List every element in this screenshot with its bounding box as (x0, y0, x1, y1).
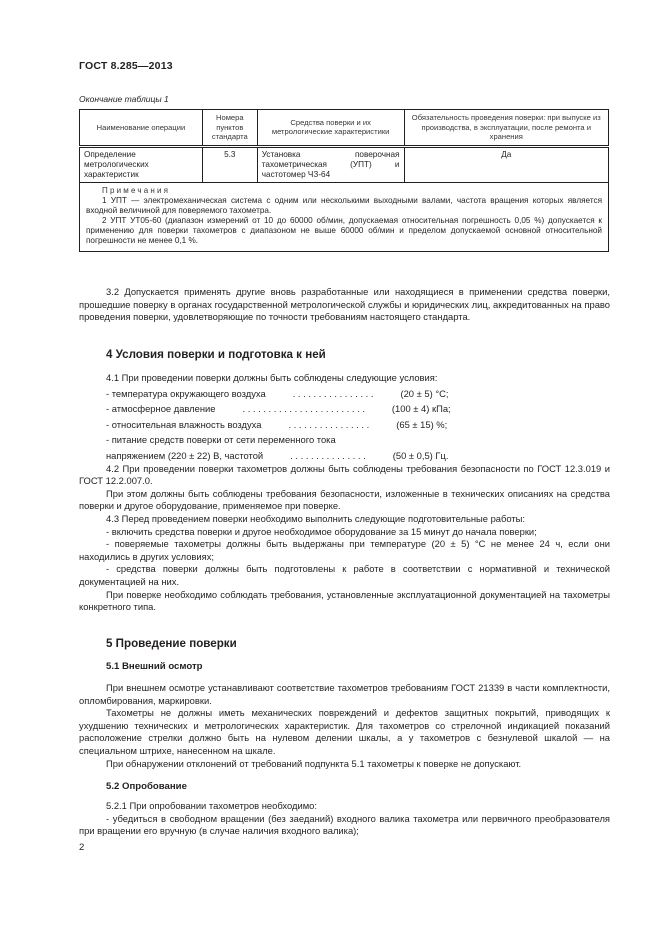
section-4-title: 4 Условия поверки и подготовка к ней (106, 348, 326, 361)
condition-value: (100 ± 4) кПа; (391, 403, 451, 415)
prep-item-3: - средства поверки должны быть подготовлены к работе в соответствии с нормативной и технической документацией на них. (79, 563, 610, 587)
condition-power-label: - питание средств поверки от сети переменного тока (106, 434, 336, 446)
verification-operations-table (79, 109, 609, 252)
table-caption: Окончание таблицы 1 (79, 94, 169, 104)
condition-temperature (79, 388, 610, 401)
section-5-2-body (79, 800, 610, 838)
section-5-title: 5 Проведение поверки (106, 637, 237, 650)
cell-clause: 5.3 (202, 146, 257, 182)
page-number: 2 (79, 842, 85, 853)
column-header-operation: Наименование операции (80, 110, 203, 147)
paragraph-5-2-1a: - убедиться в свободном вращении (без заеданий) входного валика тахометра или первичного преобразователя при вращении его вручную (в случае наличия входного валика); (79, 812, 610, 837)
paragraph-4-3b: При поверке необходимо соблюдать требования, установленные эксплуатационной документацией на тахометры конкретного типа. (79, 588, 610, 613)
condition-value: (20 ± 5) °С; (400, 387, 449, 399)
condition-label: - температура окружающего воздуха (106, 387, 266, 399)
cell-operation: Определение метрологических характеристик (80, 146, 203, 182)
paragraph-4-1: 4.1 При проведении поверки должны быть соблюдены следующие условия: (106, 372, 438, 383)
prep-item-2: - поверяемые тахометры должны быть выдержаны при температуре (20 ± 5) °С не менее 24 ч, если они находились в других условиях; (79, 538, 610, 562)
notes-title: Примечания (102, 185, 171, 195)
condition-pressure (79, 403, 610, 416)
condition-dots: . . . . . . . . . . . . . . . . (288, 418, 370, 430)
column-header-clause: Номера пунктов стандарта (202, 110, 257, 147)
paragraph-3-2-block (79, 286, 610, 324)
paragraph-3-2: 3.2 Допускается применять другие вновь разработанные или находящиеся в применении средства поверки, прошедшие поверку в органах государственной метрологической службы и юридических лиц, аккредитованных на право проведения поверки, удовлетворяющие по точности требованиям настоящего стандарта. (79, 286, 610, 323)
paragraph-4-2b: При этом должны быть соблюдены требования безопасности, изложенные в технических описаниях на средства поверки и другое оборудование, применяемое при поверке. (79, 487, 610, 512)
paragraph-5-1c: При обнаружении отклонений от требований подпункта 5.1 тахометры к поверке не допускают. (106, 757, 522, 769)
paragraph-5-2-1: 5.2.1 При опробовании тахометров необходимо: (106, 800, 317, 811)
document-header: ГОСТ 8.285—2013 (79, 60, 173, 72)
condition-humidity (79, 419, 610, 432)
paragraph-5-1a: При внешнем осмотре устанавливают соответствие тахометров требованиям ГОСТ 21339 в части комплектности, опломбирования, маркировки. (79, 682, 610, 706)
paragraph-4-2: 4.2 При проведении поверки тахометров должны быть соблюдены требования безопасности по ГОСТ 12.3.019 и ГОСТ 12.2.007.0. (79, 462, 610, 487)
cell-means: Установка поверочная тахометрическая (УПТ) и частотомер ЧЗ-64 (257, 146, 404, 182)
note-2: 2 УПТ УТ05-60 (диапазон измерений от 10 до 60000 об/мин, допускаемая относительная погрешность 0,05 %) допускается к применению для поверки тахометров с диапазоном не выше 60000 об/мин и пределом допускаемой основной относительной погрешности не менее 0,1 %. (86, 215, 602, 246)
column-header-means: Средства поверки и их метрологические характеристики (257, 110, 404, 147)
table-notes-cell (80, 182, 609, 251)
subsection-5-1-title: 5.1 Внешний осмотр (106, 661, 203, 672)
condition-value: (65 ± 15) %; (396, 418, 448, 430)
subsection-5-2-title: 5.2 Опробование (106, 781, 187, 792)
table-notes-row (80, 182, 609, 251)
cell-mandatory: Да (404, 146, 609, 182)
condition-label: - относительная влажность воздуха (106, 418, 262, 430)
paragraph-4-3: 4.3 Перед проведением поверки необходимо выполнить следующие подготовительные работы: (106, 512, 526, 524)
condition-power-line (79, 450, 610, 463)
condition-dots: . . . . . . . . . . . . . . . . . . . . . . . . (242, 403, 365, 415)
paragraph-5-1b: Тахометры не должны иметь механических повреждений и дефектов защитных покрытий, приводящих к ухудшению технических и метрологических характеристик. Для тахометров со стрелочной индикацией показаний расположение стрелки должно быть на нулевом делении шкалы, а у тахометров с безнулевой шкалой — на специальном штрихе, нанесенном на шкале. (79, 707, 610, 756)
column-header-mandatory: Обязательность проведения поверки: при выпуске из производства, в эксплуатации, после ремонта и хранения (404, 110, 609, 147)
table-header-row (80, 110, 609, 147)
section-5-1-body (79, 682, 610, 770)
condition-value: (50 ± 0,5) Гц. (392, 449, 449, 461)
condition-label: - атмосферное давление (106, 403, 216, 415)
condition-dots: . . . . . . . . . . . . . . . . (292, 387, 374, 399)
section-4-body (79, 372, 610, 614)
condition-label: напряжением (220 ± 22) В, частотой (106, 449, 264, 461)
prep-item-1: - включить средства поверки и другое необходимое оборудование за 15 минут до начала поверки; (106, 525, 537, 537)
table-row (80, 146, 609, 182)
note-1: 1 УПТ — электромеханическая система с одним или несколькими выходными валами, частота вращения которых является входной величиной для поверяемого тахометра. (86, 195, 602, 215)
condition-dots: . . . . . . . . . . . . . . . (290, 449, 366, 461)
